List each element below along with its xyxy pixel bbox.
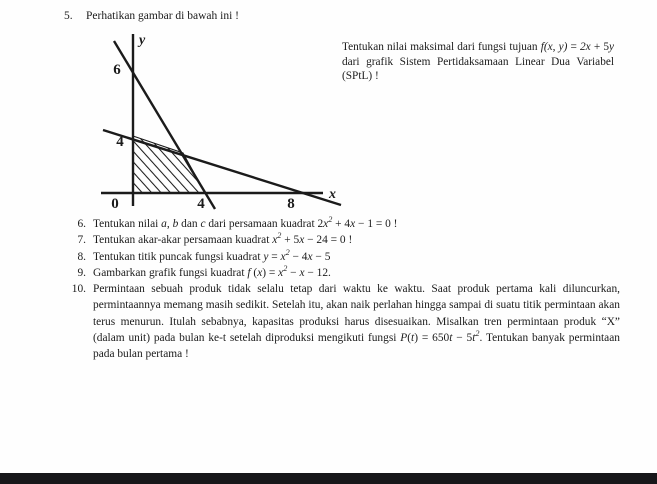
question-item-8-number: 8.: [77, 250, 86, 263]
x-tick-label-4: 4: [197, 196, 205, 211]
prompt-text-a: Tentukan nilai maksimal dari fungsi tujuan: [342, 41, 541, 53]
prompt-text-b: dari grafik Sistem Pertidaksamaan Linear Dua: [342, 55, 570, 68]
question-item-7-number: 7.: [77, 234, 86, 247]
y-tick-label-4: 4: [116, 134, 124, 150]
question-item-8-body: Tentukan titik puncak fungsi kuadrat $y = x^2 - 4x - 5$: [93, 247, 331, 263]
feasible-region-shading: [133, 136, 205, 193]
question-item-9: [64, 265, 620, 281]
y-tick-label-6: 6: [113, 62, 121, 78]
x-tick-label-0: 0: [111, 196, 119, 211]
question-item-8: [64, 249, 620, 265]
prompt-term-2x: 2x: [580, 41, 591, 53]
question-item-6-body: Tentukan nilai a, b dan c dari persamaan kuadrat $2x^2 + 4x - 1 = 0$ !: [93, 215, 398, 230]
y-axis-label: y: [139, 33, 146, 48]
prompt-term-y: y: [608, 41, 614, 53]
prompt-text-c: Variabel (SPtL) !: [342, 55, 614, 83]
question-5: [64, 8, 484, 24]
question-item-10-number: 10.: [71, 283, 86, 296]
screenshot-bottom-bar: [0, 473, 657, 484]
question-item-6: [64, 216, 620, 232]
prompt-plus-5: + 5: [590, 41, 609, 53]
question-item-10-body: Permintaan sebuah produk tidak selalu tetap dari waktu ke waktu. Saat produk pertama kali diluncurkan, permintaannya memang masih sedikit. Setelah itu, akan naik perlahan hingga sampai di suatu titik permintaan akan terus menurun. Itulah sebabnya, kapasitas produksi harus disesuaikan. Misalkan tren permintaan produk “X” (dalam unit) pada bulan ke-t setelah diproduksi mengikuti fungsi $P(t) = 650t - 5t^2$. Tentukan banyak permintaan pada bulan pertama !: [93, 283, 620, 361]
question-item-9-number: 9.: [77, 266, 86, 279]
x-tick-label-8: 8: [287, 196, 295, 211]
prompt-equals: =: [567, 41, 581, 53]
linear-programming-figure: [95, 26, 345, 211]
question-5-number: 5.: [64, 10, 73, 22]
question-item-7: [64, 232, 620, 248]
question-item-10: [64, 281, 620, 362]
x-axis-label: x: [329, 187, 336, 202]
question-5-text: Perhatikan gambar di bawah ini !: [86, 10, 239, 22]
question-item-7-body: Tentukan akar-akar persamaan kuadrat $x^2 + 5x - 24 = 0$ !: [93, 231, 353, 247]
question-5-prompt: [342, 40, 614, 84]
question-item-9-body: Gambarkan grafik fungsi kuadrat f $(x) = x^2 - x - 12$.: [93, 264, 331, 279]
prompt-fxy: f(x, y): [540, 41, 568, 53]
question-item-6-number: 6.: [77, 218, 86, 230]
question-list: [64, 216, 620, 363]
